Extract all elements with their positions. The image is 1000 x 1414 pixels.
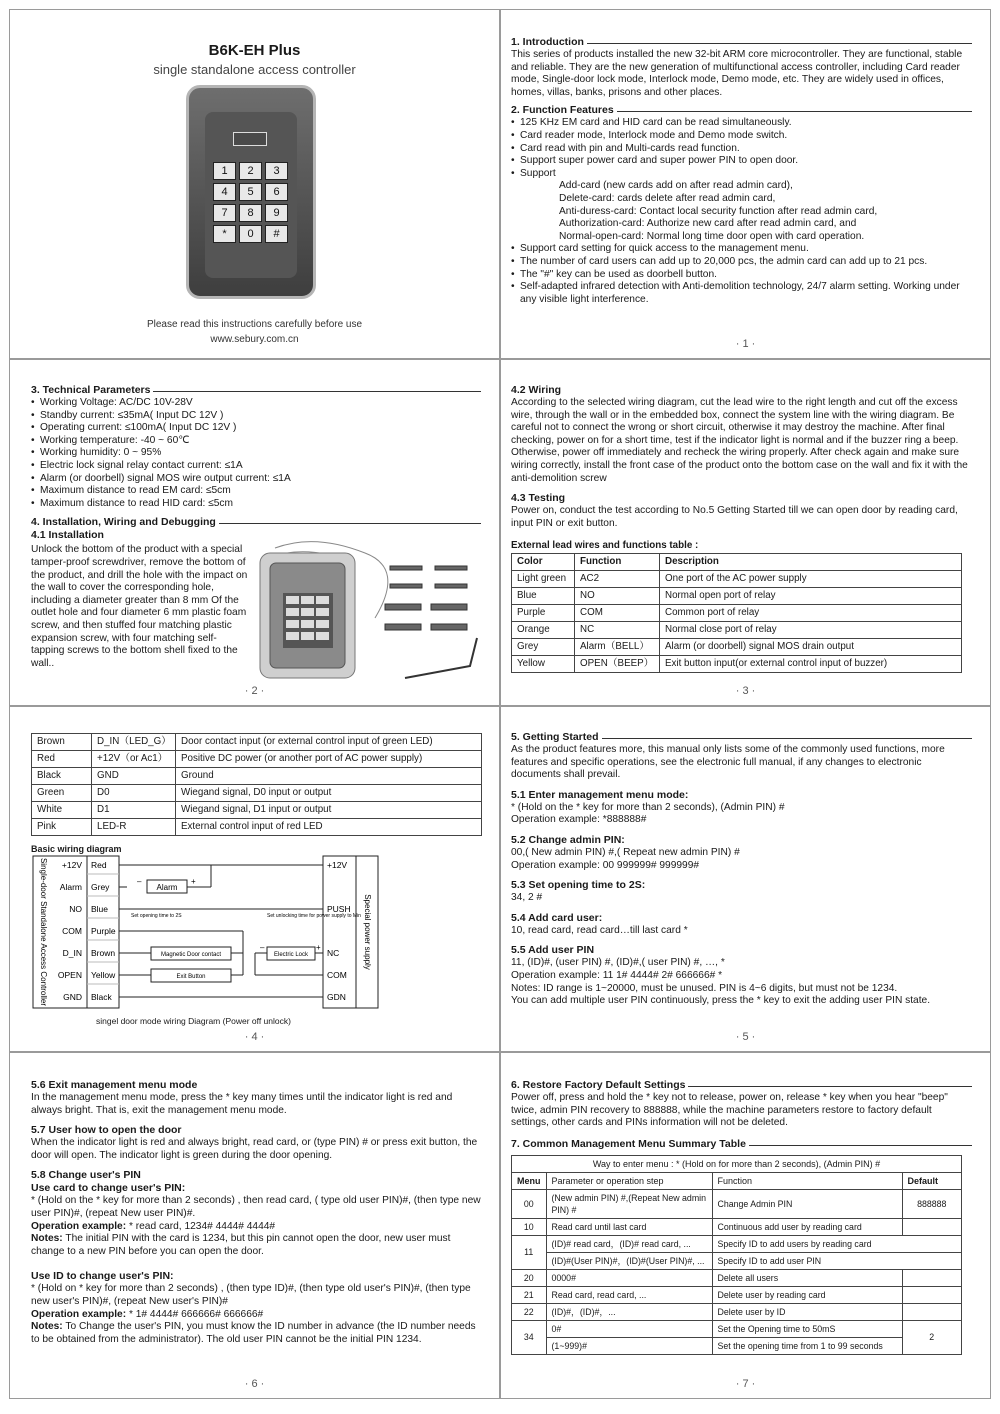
- table-cell: Blue: [512, 588, 575, 605]
- table-cell: NC: [575, 622, 660, 639]
- table-cell: (ID)# read card，(ID)# read card, ...: [546, 1235, 712, 1252]
- table-row: [32, 802, 482, 819]
- table-row: [32, 819, 482, 836]
- psu-terminal-label: COM: [327, 970, 347, 980]
- table-row: [32, 768, 482, 785]
- table-row: [512, 1235, 962, 1252]
- step-text: * (Hold on the * key for more than 2 seconds), (Admin PIN) #: [511, 801, 785, 813]
- page-number: · 6 ·: [244, 1378, 265, 1390]
- alarm-label: Alarm: [156, 883, 178, 892]
- page-number: · 5 ·: [735, 1031, 756, 1043]
- feature-list: [511, 117, 972, 180]
- parameter-item: • Standby current: ≤35mA( Input DC 12V ): [31, 410, 481, 423]
- subsection-5-7: 5.7 User how to open the door: [31, 1124, 182, 1137]
- wire-color-label: Grey: [91, 882, 110, 892]
- controller-pin-label: COM: [62, 926, 82, 936]
- notes-line: [31, 1233, 481, 1258]
- table-cell: 888888: [902, 1189, 962, 1218]
- support-item: Add-card (new cards add on after read admin card),: [559, 180, 793, 192]
- section-installation-heading: 4. Installation, Wiring and Debugging: [31, 516, 481, 529]
- step-text: 00,( New admin PIN) #,( Repeat new admin PIN) #: [511, 846, 740, 858]
- svg-text:+: +: [316, 943, 321, 952]
- table-row: [32, 785, 482, 802]
- installation-illustration: [255, 538, 490, 688]
- page-number: · 2 ·: [244, 685, 265, 697]
- wire-color-label: Blue: [91, 904, 109, 914]
- table-cell: (ID)#，(ID)#，...: [546, 1303, 712, 1320]
- keypad-key: 7: [213, 204, 236, 222]
- testing-text: Power on, conduct the test according to No.5 Getting Started till we can open door by reading card, input PIN or exit button.: [511, 505, 958, 529]
- table-caption: Way to enter menu : * (Hold on for more than 2 seconds), (Admin PIN) #: [512, 1155, 962, 1172]
- table-cell: Delete user by ID: [712, 1303, 902, 1320]
- feature-item: • The "#" key can be used as doorbell button.: [511, 269, 972, 282]
- keypad-key: #: [265, 225, 288, 243]
- svg-text:–: –: [260, 943, 265, 952]
- example-text: Operation example: *888888#: [511, 814, 647, 826]
- table-cell: NO: [575, 588, 660, 605]
- notes-value: The initial PIN with the card is 1234, but this pin cannot open the door, new user must change to a new PIN before you can open the door.: [31, 1233, 451, 1257]
- subsection-5-5: 5.5 Add user PIN: [511, 944, 595, 957]
- subsection-5-2: 5.2 Change admin PIN:: [511, 833, 625, 846]
- table-cell: Green: [32, 785, 92, 802]
- introduction-text: This series of products installed the new 32-bit ARM core microcontroller. They are functional, stable and reliable. They are the new generation of multifunctional access controller, including Card reader mode, Single-door lock mode, Interlock mode, Demo mode, etc. They are widely used in offices, homes, villas, banks, prisons and other places.: [511, 49, 963, 98]
- page-2: [500, 9, 991, 359]
- controller-label: Single-door Standalone Access Controller: [39, 857, 48, 1007]
- parameter-item: • Maximum distance to read HID card: ≤5cm: [31, 498, 481, 511]
- table-row: [512, 588, 962, 605]
- getting-started-text: As the product features more, this manual only lists some of the commonly used functions, more features and specific operations, see the electronic full manual, if any changes to electronic documents shall prevail.: [511, 744, 945, 781]
- controller-pin-label: OPEN: [57, 970, 82, 980]
- keypad-keys: [213, 162, 288, 243]
- controller-pin-label: GND: [63, 992, 82, 1002]
- section-getting-started-heading: 5. Getting Started: [511, 731, 972, 744]
- table-cell: Change Admin PIN: [712, 1189, 902, 1218]
- table-header: Parameter or operation step: [546, 1172, 712, 1189]
- set-unlocking-time-label: Set unlocking time for power supply to Min: [267, 913, 361, 919]
- step-text: When the indicator light is red and always bright, read card, or (type PIN) # or press exit button, the door will open. The indicator light is green during the door opening.: [31, 1137, 478, 1161]
- menu-summary-table: [511, 1155, 962, 1355]
- table-row: [512, 1286, 962, 1303]
- keypad-key: 3: [265, 162, 288, 180]
- example-line: [31, 1221, 481, 1234]
- subsection-5-1: 5.1 Enter management menu mode:: [511, 788, 689, 801]
- example-line: [31, 1309, 481, 1322]
- parameter-item: • Working Voltage: AC/DC 10V-28V: [31, 397, 481, 410]
- table-cell: Grey: [512, 639, 575, 656]
- feature-item: • The number of card users can add up to 20,000 pcs, the admin card can add up to 21 pcs.: [511, 256, 972, 269]
- magnetic-contact-label: Magnetic Door contact: [160, 952, 222, 958]
- page-number: · 3 ·: [735, 685, 756, 697]
- example-value: * 1# 4444# 666666# 666666#: [126, 1308, 264, 1320]
- table-cell: (New admin PIN) #,(Repeat New admin PIN) #: [546, 1189, 712, 1218]
- table-row: [512, 1320, 962, 1337]
- table-cell: Specify ID to add users by reading card: [712, 1235, 962, 1252]
- table-cell: Ground: [176, 768, 482, 785]
- exit-button-label: Exit Button: [176, 974, 206, 980]
- page-number: · 4 ·: [244, 1031, 265, 1043]
- table-cell: D0: [92, 785, 176, 802]
- table-cell: Black: [32, 768, 92, 785]
- table-cell: Read card, read card, ...: [546, 1286, 712, 1303]
- table-cell: 00: [512, 1189, 547, 1218]
- keypad-key: 1: [213, 162, 236, 180]
- table-cell: Exit button input(or external control input of buzzer): [660, 656, 962, 673]
- page-number: · 1 ·: [735, 338, 756, 350]
- wiring-text: According to the selected wiring diagram, cut the lead wire to the right length and cut off the excess wire, through the wall or in the embedded box, connect the system line with the wiring diagram. Be careful not to connect the wrong or short circuit, otherwise it may destroy the machine. After final checking, power on for a short time, test if the indicator light is normal and if the buzzer ring a beep. Otherwise, power off immediately and recheck the wiring properly. After check again and make sure wiring correctly, install the front case of the product onto the bottom case on the wall and fix it with the anti-demolition screw: [511, 397, 968, 484]
- page-4: [500, 359, 991, 706]
- support-item: Normal-open-card: Normal long time door open with card operation.: [559, 230, 865, 242]
- wiring-diagram: [31, 854, 391, 1014]
- table-cell: [902, 1218, 962, 1235]
- psu-terminal-label: NC: [327, 948, 340, 958]
- parameter-item: • Operating current: ≤100mA( Input DC 12V ): [31, 422, 481, 435]
- table-cell: AC2: [575, 571, 660, 588]
- notes-label: Notes:: [31, 1233, 63, 1245]
- set-opening-time-label: Set opening time to 2S: [131, 913, 182, 919]
- display-window: [233, 132, 267, 146]
- table-row: [512, 1269, 962, 1286]
- page-8: [500, 1052, 991, 1399]
- table-cell: Set the opening time from 1 to 99 seconds: [712, 1337, 902, 1354]
- feature-item: • Support: [511, 168, 972, 181]
- section-features-heading: 2. Function Features: [511, 104, 972, 117]
- table-cell: GND: [92, 768, 176, 785]
- section-introduction-heading: 1. Introduction: [511, 36, 972, 49]
- diagram-caption: singel door mode wiring Diagram (Power off unlock): [96, 1016, 291, 1026]
- table-cell: External control input of red LED: [176, 819, 482, 836]
- product-subtitle: single standalone access controller: [153, 62, 356, 77]
- use-id-heading: Use ID to change user's PIN:: [31, 1270, 174, 1283]
- step-text: 10, read card, read card…till last card *: [511, 924, 688, 936]
- table-cell: LED-R: [92, 819, 176, 836]
- installation-text: Unlock the bottom of the product with a special tamper-proof screwdriver, remove the bottom of the product, and drill the hole with the impact on the wall to cover the corresponding hole, including a diameter greater than 8 mm Of the outlet hole and four diameter 6 mm plastic foam screw, and then stuffed four matching plastic expansion screw, with four matching self-tapping screws to the bottom shell fixed to the wall..: [31, 544, 248, 669]
- table-cell: Orange: [512, 622, 575, 639]
- feature-item: • Self-adapted infrared detection with Anti-demolition technology, 24/7 alarm setting. Working under any visible light interference.: [511, 281, 972, 306]
- table-cell: [902, 1286, 962, 1303]
- parameter-list: [31, 397, 481, 510]
- keypad-key: 4: [213, 183, 236, 201]
- electric-lock-label: Electric Lock: [273, 952, 309, 958]
- page-6: [500, 706, 991, 1052]
- table-cell: Alarm (or doorbell) signal MOS drain output: [660, 639, 962, 656]
- controller-pin-label: NO: [69, 904, 82, 914]
- section-technical-heading: 3. Technical Parameters: [31, 384, 481, 397]
- subsection-5-3: 5.3 Set opening time to 2S:: [511, 879, 646, 892]
- table-cell: Wiegand signal, D0 input or output: [176, 785, 482, 802]
- table-cell: Common port of relay: [660, 605, 962, 622]
- wire-color-label: Red: [91, 860, 107, 870]
- table-cell: 0#: [546, 1320, 712, 1337]
- table-header: Function: [712, 1172, 902, 1189]
- keypad-key: 8: [239, 204, 262, 222]
- parameter-item: • Maximum distance to read EM card: ≤5cm: [31, 485, 481, 498]
- lead-wires-table: [511, 553, 962, 673]
- psu-terminal-label: +12V: [327, 860, 348, 870]
- table-cell: Wiegand signal, D1 input or output: [176, 802, 482, 819]
- support-item: Delete-card: cards delete after read admin card,: [559, 192, 776, 204]
- table-row: [512, 605, 962, 622]
- page-1-cover: [9, 9, 500, 359]
- controller-pin-label: Alarm: [59, 882, 82, 892]
- parameter-item: • Working temperature: -40 ~ 60℃: [31, 435, 481, 448]
- feature-item: • Card read with pin and Multi-cards read function.: [511, 143, 972, 156]
- feature-item: • Support card setting for quick access to the management menu.: [511, 243, 972, 256]
- keypad-device-image: [186, 85, 316, 299]
- table-header: Description: [660, 554, 962, 571]
- table-cell: (ID)#(User PIN)#，(ID)#(User PIN)#, ...: [546, 1252, 712, 1269]
- table-cell: (1~999)#: [546, 1337, 712, 1354]
- subsection-testing: 4.3 Testing: [511, 492, 566, 505]
- wire-color-label: Purple: [91, 926, 116, 936]
- table-cell: [902, 1269, 962, 1286]
- table-row: [512, 1252, 962, 1269]
- step-text: 34, 2 #: [511, 892, 543, 904]
- page-number: · 7 ·: [735, 1378, 756, 1390]
- support-list: [511, 180, 972, 243]
- table-cell: 10: [512, 1218, 547, 1235]
- product-title: B6K-EH Plus: [208, 42, 301, 59]
- page-3: [9, 359, 500, 706]
- table-cell: 11: [512, 1235, 547, 1269]
- table-cell: Alarm（BELL）: [575, 639, 660, 656]
- wire-color-label: Yellow: [91, 970, 116, 980]
- table-cell: COM: [575, 605, 660, 622]
- notes-text: Notes: ID range is 1~20000, must be unused. PIN is 4~6 digits, but must not be 1234.: [511, 982, 898, 994]
- support-item: Authorization-card: Authorize new card after read admin card, and: [559, 218, 857, 230]
- example-value: * read card, 1234# 4444# 4444#: [126, 1220, 276, 1232]
- table-cell: Door contact input (or external control input of green LED): [176, 734, 482, 751]
- table-row: [512, 1337, 962, 1354]
- table-row: [32, 751, 482, 768]
- lead-wires-table-continued: [31, 733, 482, 836]
- wire-color-label: Black: [91, 992, 112, 1002]
- psu-terminal-label: PUSH: [327, 904, 351, 914]
- notes-line: [31, 1321, 481, 1346]
- table-cell: OPEN（BEEP）: [575, 656, 660, 673]
- table-row: [512, 571, 962, 588]
- parameter-item: • Electric lock signal relay contact current: ≤1A: [31, 460, 481, 473]
- table-cell: Normal open port of relay: [660, 588, 962, 605]
- notes-label: Notes:: [31, 1321, 63, 1333]
- step-text: * (Hold on the * key for more than 2 seconds) , then read card, ( type old user PIN)#, (then type new user PIN)#, (repeat New user PIN)#.: [31, 1195, 481, 1219]
- step-text: In the management menu mode, press the * key many times until the indicator light is red and always bright. That is, exit the management menu mode.: [31, 1092, 453, 1116]
- example-text: Operation example: 11 1# 4444# 2# 666666# *: [511, 969, 723, 981]
- table-cell: [902, 1303, 962, 1320]
- keypad-key: 0: [239, 225, 262, 243]
- notes-value: To Change the user's PIN, you must know the ID number in advance (the ID number needs to be obtained from the administrator). The old user PIN cannot be the initial PIN 1234.: [31, 1321, 476, 1345]
- table-row: [512, 1303, 962, 1320]
- diagram-title: Basic wiring diagram: [31, 844, 122, 854]
- website-url: www.sebury.com.cn: [210, 334, 299, 345]
- step-text: * (Hold on * key for more than 2 seconds) , (then type ID)#, (then type old user's PIN)#, (then type new user's PIN)#, (repeat New user's PIN)#: [31, 1283, 471, 1307]
- table-cell: Brown: [32, 734, 92, 751]
- table-cell: 0000#: [546, 1269, 712, 1286]
- table-header: Default: [902, 1172, 962, 1189]
- table-cell: 21: [512, 1286, 547, 1303]
- table-cell: Specify ID to add user PIN: [712, 1252, 962, 1269]
- keypad-key: 5: [239, 183, 262, 201]
- controller-pin-label: D_IN: [62, 948, 82, 958]
- table-cell: Positive DC power (or another port of AC power supply): [176, 751, 482, 768]
- table-row: [512, 1189, 962, 1218]
- keypad-key: 9: [265, 204, 288, 222]
- example-text: Operation example: 00 999999# 999999#: [511, 859, 700, 871]
- section-menu-summary-heading: 7. Common Management Menu Summary Table: [511, 1138, 972, 1151]
- psu-label: Special power supply: [363, 894, 372, 970]
- subsection-installation: 4.1 Installation: [31, 529, 104, 542]
- table-cell: D_IN（LED_G）: [92, 734, 176, 751]
- table-cell: 34: [512, 1320, 547, 1354]
- psu-terminal-label: GDN: [327, 992, 346, 1002]
- table-cell: Continuous add user by reading card: [712, 1218, 902, 1235]
- keypad-key: 2: [239, 162, 262, 180]
- feature-list-2: [511, 243, 972, 306]
- svg-text:–: –: [137, 877, 142, 886]
- page-5: [9, 706, 500, 1052]
- table-row: [512, 1218, 962, 1235]
- table-cell: D1: [92, 802, 176, 819]
- table-cell: 20: [512, 1269, 547, 1286]
- parameter-item: • Working humidity: 0 ~ 95%: [31, 447, 481, 460]
- subsection-5-6: 5.6 Exit management menu mode: [31, 1079, 198, 1091]
- table-cell: Red: [32, 751, 92, 768]
- feature-item: • Card reader mode, Interlock mode and Demo mode switch.: [511, 130, 972, 143]
- feature-item: • Support super power card and super power PIN to open door.: [511, 155, 972, 168]
- table-cell: Set the Opening time to 50mS: [712, 1320, 902, 1337]
- use-card-heading: Use card to change user's PIN:: [31, 1182, 186, 1195]
- parameter-item: • Alarm (or doorbell) signal MOS wire output current: ≤1A: [31, 473, 481, 486]
- table-cell: 2: [902, 1320, 962, 1354]
- table-cell: Delete all users: [712, 1269, 902, 1286]
- page-7: [9, 1052, 500, 1399]
- table-cell: Delete user by reading card: [712, 1286, 902, 1303]
- table-cell: Pink: [32, 819, 92, 836]
- section-restore-heading: 6. Restore Factory Default Settings: [511, 1079, 972, 1092]
- table-cell: Purple: [512, 605, 575, 622]
- table-cell: 22: [512, 1303, 547, 1320]
- table-row: [32, 734, 482, 751]
- table-cell: +12V（or Ac1）: [92, 751, 176, 768]
- table-cell: Light green: [512, 571, 575, 588]
- table-cell: Yellow: [512, 656, 575, 673]
- table-row: [512, 622, 962, 639]
- table-row: [512, 639, 962, 656]
- table-cell: White: [32, 802, 92, 819]
- step-text: 11, (ID)#, (user PIN) #, (ID)#,( user PIN) #, …, *: [511, 957, 725, 969]
- controller-pin-label: +12V: [61, 860, 82, 870]
- table-header: Color: [512, 554, 575, 571]
- table-cell: One port of the AC power supply: [660, 571, 962, 588]
- table-cell: Normal close port of relay: [660, 622, 962, 639]
- table-header: Function: [575, 554, 660, 571]
- table-cell: Read card until last card: [546, 1218, 712, 1235]
- subsection-5-4: 5.4 Add card user:: [511, 911, 603, 924]
- example-label: Operation example:: [31, 1220, 127, 1232]
- support-item: Anti-duress-card: Contact local security function after read admin card,: [559, 205, 878, 217]
- example-label: Operation example:: [31, 1308, 127, 1320]
- subsection-wiring: 4.2 Wiring: [511, 384, 562, 396]
- instruction-note: Please read this instructions carefully before use: [146, 319, 363, 330]
- notes-text: You can add multiple user PIN continuously, press the * key to exit the adding user PIN state.: [511, 995, 931, 1007]
- restore-text: Power off, press and hold the * key not to release, power on, release * key when you hear "beep" twice, admin PIN recovery to 888888, while the machine parameters restore to factory default settings, other cards and PINs information will not be deleted.: [511, 1092, 948, 1129]
- feature-item: • 125 KHz EM card and HID card can be read simultaneously.: [511, 117, 972, 130]
- lead-table-title: External lead wires and functions table :: [511, 540, 699, 552]
- wire-color-label: Brown: [91, 948, 116, 958]
- table-row: [512, 656, 962, 673]
- keypad-key: 6: [265, 183, 288, 201]
- subsection-5-8: 5.8 Change user's PIN: [31, 1169, 141, 1182]
- svg-text:+: +: [191, 877, 196, 886]
- table-header: Menu: [512, 1172, 547, 1189]
- keypad-key: *: [213, 225, 236, 243]
